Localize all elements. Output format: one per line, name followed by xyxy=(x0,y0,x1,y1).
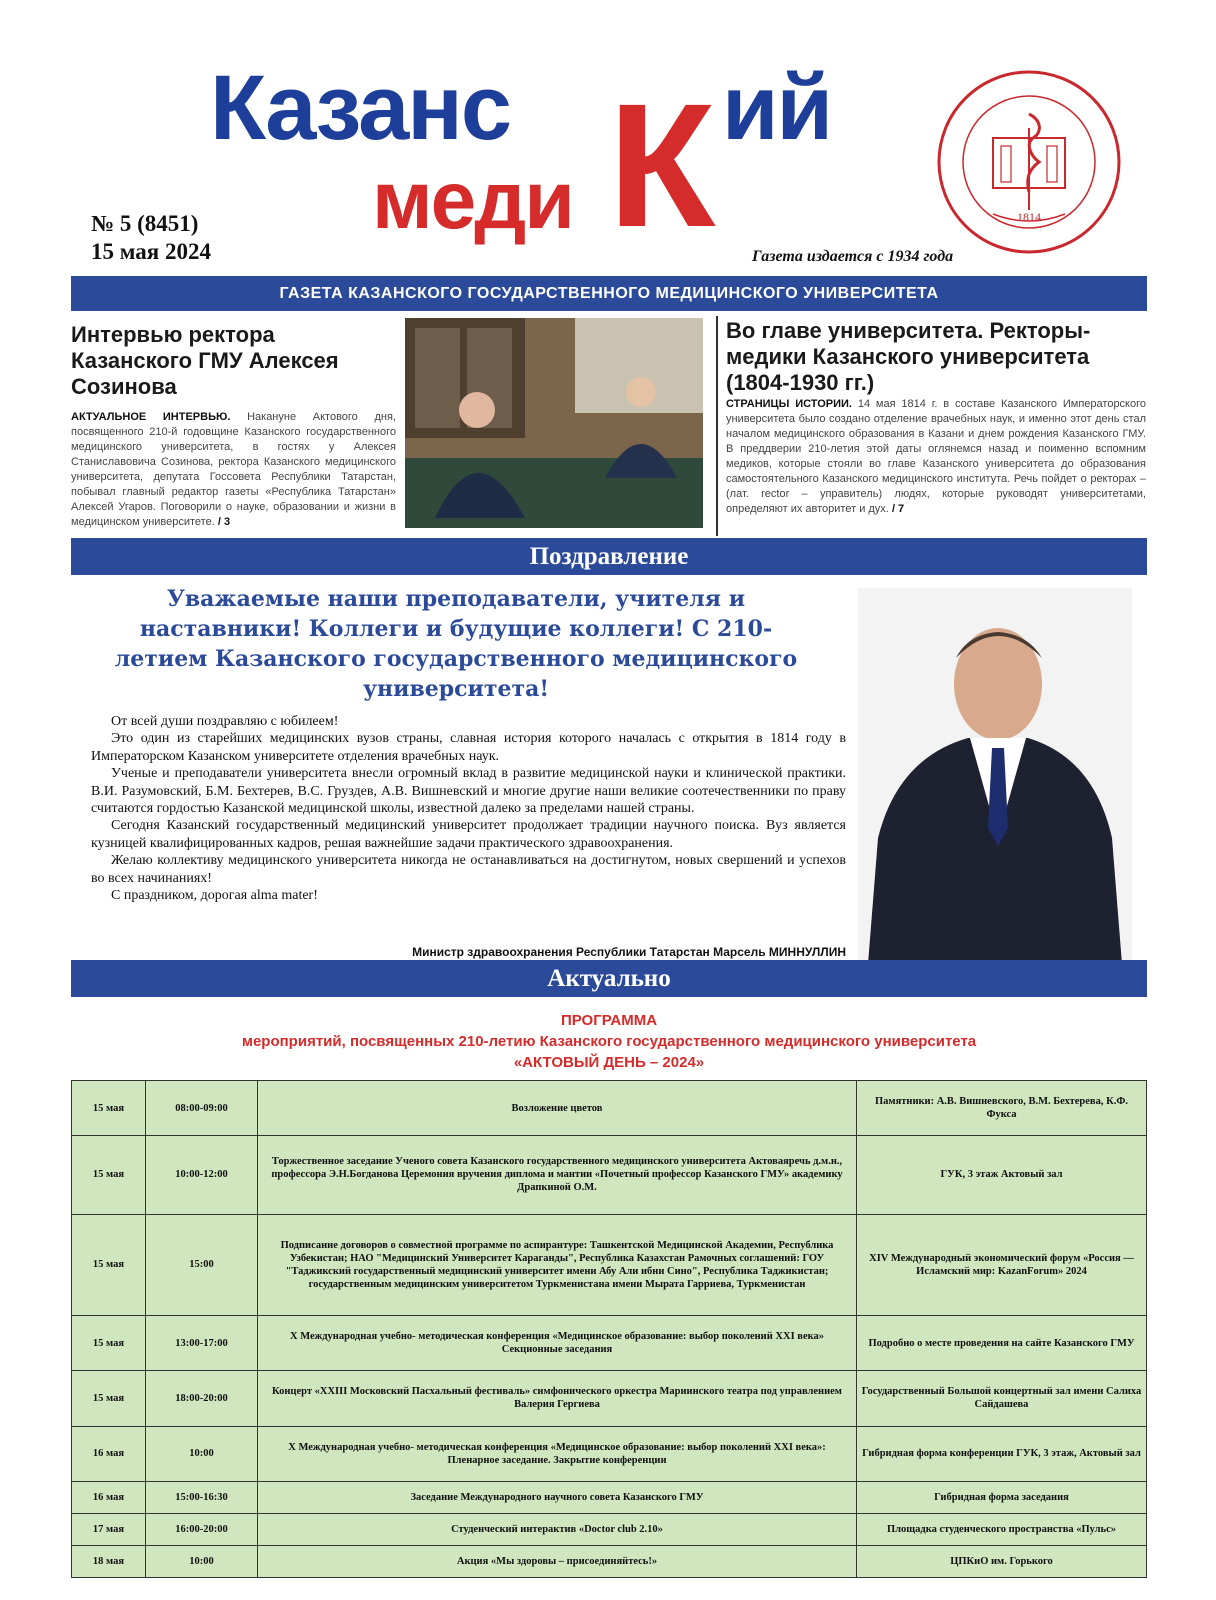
article1-lead: АКТУАЛЬНОЕ ИНТЕРВЬЮ. xyxy=(71,411,231,423)
greeting-body xyxy=(91,713,846,904)
article2-lead: СТРАНИЦЫ ИСТОРИИ. xyxy=(726,398,852,410)
greeting-paragraph: Сегодня Казанский государственный медицинский университет продолжает традиции научного поиска. Вуз является кузницей квалифицированных кадров, решая важнейшие задачи практического здравоохранения. xyxy=(91,818,846,851)
schedule-time: 08:00-09:00 xyxy=(146,1081,258,1136)
schedule-date: 16 мая xyxy=(72,1481,146,1513)
greeting-paragraph: Это один из старейших медицинских вузов страны, славная история которого началась с открытия в 1814 году в Императорском Казанском университете отделения врачебных наук. xyxy=(91,731,846,764)
schedule-place: Подробно о месте проведения на сайте Казанского ГМУ xyxy=(857,1316,1147,1371)
section-header-actual: Актуально xyxy=(71,960,1147,997)
table-row xyxy=(72,1081,1147,1136)
greeting-headline: Уважаемые наши преподаватели, учителя и наставники! Коллеги и будущие коллеги! С 210-летием Казанского государственного медицинского университета! xyxy=(114,586,798,702)
issue-date: 15 мая 2024 xyxy=(91,239,211,264)
logo-word-kazans: Казанс xyxy=(210,57,510,159)
greeting-paragraph: От всей души поздравляю с юбилеем! xyxy=(111,714,339,729)
since-note: Газета издается с 1934 года xyxy=(752,248,954,265)
schedule-place: Государственный Большой концертный зал имени Салиха Сайдашева xyxy=(857,1371,1147,1426)
rector-interview-photo xyxy=(405,318,703,528)
masthead xyxy=(0,0,1216,270)
article1-text: Накануне Актового дня, посвященного 210-й годовщине Казанского государственного медицинского университета, в гостях у Алексея Станиславовича Созинова, ректора Казанского медицинского университета, депутата Госсовета Республики Татарстан, побывал главный редактор газеты «Республика Татарстан» Алексей Угаров. Поговорили о науке, образовании и жизни в медицинском университете. xyxy=(71,411,396,528)
table-row xyxy=(72,1481,1147,1513)
table-row xyxy=(72,1136,1147,1214)
greeting-signer: Министр здравоохранения Республики Татарстан Марсель МИННУЛЛИН xyxy=(412,945,846,959)
issue-number: № 5 (8451) xyxy=(91,211,199,236)
schedule-place: Площадка студенческого пространства «Пульс» xyxy=(857,1513,1147,1545)
program-heading xyxy=(71,1010,1147,1073)
logo-word-iy: ий xyxy=(722,57,832,159)
article2-teaser xyxy=(726,397,1146,517)
schedule-event: Торжественное заседание Ученого совета Казанского государственного медицинского университета Актоваяречь д.м.н., профессора Э.Н.Богданова Церемония вручения диплома и мантии «Почетный профессор Казанского ГМУ» академику Драпкиной О.М. xyxy=(258,1136,857,1214)
schedule-time: 10:00 xyxy=(146,1426,258,1481)
schedule-event: Концерт «XXIII Московский Пасхальный фестиваль» симфонического оркестра Мариинского театра под управлением Валерия Гергиева xyxy=(258,1371,857,1426)
schedule-place: ЦПКиО им. Горького xyxy=(857,1545,1147,1577)
schedule-date: 17 мая xyxy=(72,1513,146,1545)
schedule-date: 15 мая xyxy=(72,1214,146,1316)
schedule-event: Подписание договоров о совместной программе по аспирантуре: Ташкентской Медицинской Академии, Республика Узбекистан; НАО "Медицинский Университет Караганды", Республика Казахстан Рамочных соглашений: ГОУ "Таджикский государственный медицинский университет имени Абу Али ибни Сино", Республика Таджикистан; государственным медицинским университетом Туркменистана имени Мырата Гарриева, Туркменистан xyxy=(258,1214,857,1316)
article1-teaser xyxy=(71,410,396,530)
schedule-time: 16:00-20:00 xyxy=(146,1513,258,1545)
article2-title[interactable]: Во главе университета. Ректоры-медики Казанского университета (1804-1930 гг.) xyxy=(726,318,1091,395)
schedule-time: 10:00 xyxy=(146,1545,258,1577)
table-row xyxy=(72,1513,1147,1545)
university-seal-icon xyxy=(935,68,1123,256)
greeting-paragraph: Желаю коллективу медицинского университета никогда не останавливаться на достигнутом, новых свершений и успехов во всех начинаниях! xyxy=(91,853,846,886)
schedule-place: XIV Международный экономический форум «Россия — Исламский мир: KazanForum» 2024 xyxy=(857,1214,1147,1316)
greeting-paragraph: Ученые и преподаватели университета внесли огромный вклад в развитие медицинской науки и клинической практики. В.И. Разумовский, Б.М. Бехтерев, В.С. Груздев, А.В. Вишневский и многие другие наши великие соотечественники по праву считаются гордостью Казанской медицинской школы, известной далеко за пределами нашей страны. xyxy=(91,766,846,817)
column-divider xyxy=(716,316,718,536)
article1-title[interactable]: Интервью ректора Казанского ГМУ Алексея Созинова xyxy=(71,322,339,399)
issue-info xyxy=(91,210,211,266)
minister-portrait-photo xyxy=(858,588,1132,964)
newspaper-banner: ГАЗЕТА КАЗАНСКОГО ГОСУДАРСТВЕННОГО МЕДИЦИНСКОГО УНИВЕРСИТЕТА xyxy=(71,276,1147,311)
schedule-event: Заседание Международного научного совета Казанского ГМУ xyxy=(258,1481,857,1513)
section-header-greeting: Поздравление xyxy=(71,538,1147,575)
schedule-date: 15 мая xyxy=(72,1081,146,1136)
schedule-place: Памятники: А.В. Вишневского, В.М. Бехтерева, К.Ф. Фукса xyxy=(857,1081,1147,1136)
schedule-date: 16 мая xyxy=(72,1426,146,1481)
article2-page-ref[interactable]: / 7 xyxy=(891,503,905,515)
logo-word-medi: меди xyxy=(372,155,573,246)
schedule-place: Гибридная форма заседания xyxy=(857,1481,1147,1513)
seal-year: 1814 xyxy=(1017,210,1041,224)
schedule-time: 15:00 xyxy=(146,1214,258,1316)
table-row xyxy=(72,1426,1147,1481)
program-title: ПРОГРАММА xyxy=(560,1012,658,1029)
table-row xyxy=(72,1545,1147,1577)
schedule-table xyxy=(71,1080,1147,1578)
schedule-event: X Международная учебно- методическая конференция «Медицинское образование: выбор поколений XXI века»: Пленарное заседание. Закрытие конференции xyxy=(258,1426,857,1481)
schedule-date: 15 мая xyxy=(72,1136,146,1214)
table-row xyxy=(72,1214,1147,1316)
table-row xyxy=(72,1371,1147,1426)
schedule-date: 15 мая xyxy=(72,1316,146,1371)
table-row xyxy=(72,1316,1147,1371)
schedule-place: ГУК, 3 этаж Актовый зал xyxy=(857,1136,1147,1214)
schedule-time: 10:00-12:00 xyxy=(146,1136,258,1214)
program-subtitle: мероприятий, посвященных 210-летию Казанского государственного медицинского университета xyxy=(241,1033,977,1050)
schedule-event: Студенческий интерактив «Doctor club 2.10» xyxy=(258,1513,857,1545)
schedule-event: Возложение цветов xyxy=(258,1081,857,1136)
schedule-event: X Международная учебно- методическая конференция «Медицинское образование: выбор поколений XXI века» Секционные заседания xyxy=(258,1316,857,1371)
schedule-time: 13:00-17:00 xyxy=(146,1316,258,1371)
schedule-time: 15:00-16:30 xyxy=(146,1481,258,1513)
greeting-paragraph: С праздником, дорогая alma mater! xyxy=(111,888,318,904)
article1-page-ref[interactable]: / 3 xyxy=(217,516,231,528)
article2-text: 14 мая 1814 г. в составе Казанского Императорского университета было создано отделение врачебных наук, и именно этот день стал началом медицинского образования в Казани и днем рождения Казанского ГМУ. В преддверии 210-летия этой даты оглянемся назад и поименно вспомним медиков, которые стояли во главе Казанского университета до образования самостоятельного Казанского медицинского института. Речь пойдет о ректорах – (лат. rector – управитель) людях, которые руководят университетами, определяют их авторитет и дух. xyxy=(726,398,1147,515)
schedule-date: 18 мая xyxy=(72,1545,146,1577)
logo-letter-k: К xyxy=(608,68,716,264)
schedule-event: Акция «Мы здоровы – присоединяйтесь!» xyxy=(258,1545,857,1577)
schedule-date: 15 мая xyxy=(72,1371,146,1426)
schedule-place: Гибридная форма конференции ГУК, 3 этаж, Актовый зал xyxy=(857,1426,1147,1481)
program-event-name: «АКТОВЫЙ ДЕНЬ – 2024» xyxy=(513,1054,705,1071)
schedule-time: 18:00-20:00 xyxy=(146,1371,258,1426)
